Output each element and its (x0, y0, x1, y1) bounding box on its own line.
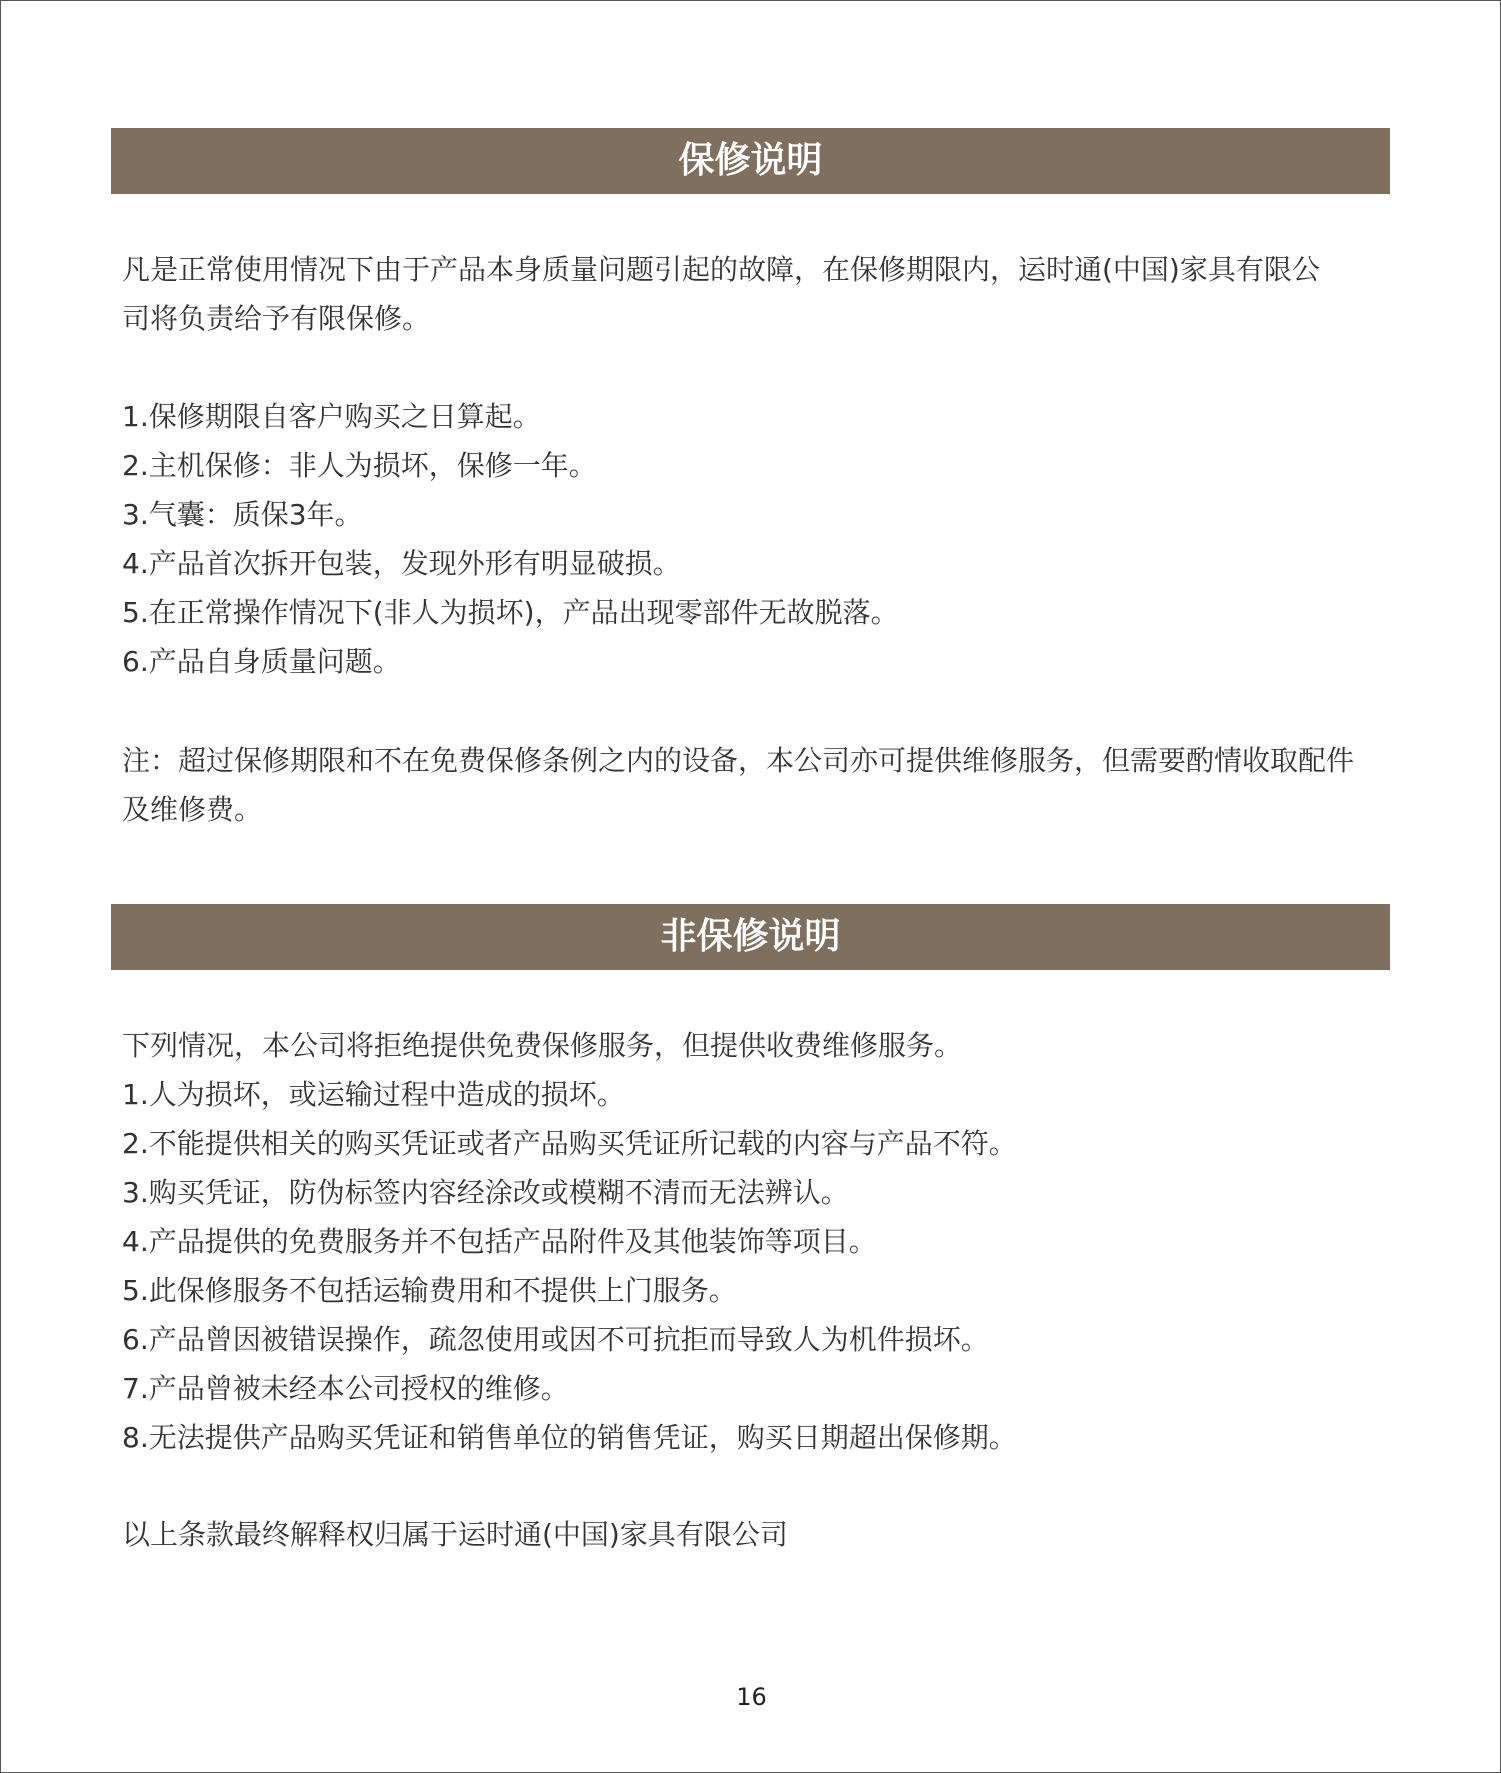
non-warranty-list-item: 7.产品曾被未经本公司授权的维修。 (122, 1372, 569, 1405)
non-warranty-list-item: 8.无法提供产品购买凭证和销售单位的销售凭证，购买日期超出保修期。 (122, 1421, 1017, 1454)
warranty-list-item: 2.主机保修：非人为损坏，保修一年。 (122, 449, 597, 482)
non-warranty-intro: 下列情况，本公司将拒绝提供免费保修服务，但提供收费维修服务。 (122, 1029, 963, 1062)
warranty-list-item: 3.气囊：质保3年。 (122, 498, 363, 531)
warranty-title-bar (111, 128, 1390, 194)
warranty-intro-line: 凡是正常使用情况下由于产品本身质量问题引起的故障，在保修期限内，运时通(中国)家具有限公 (122, 253, 1320, 286)
non-warranty-list-item: 3.购买凭证，防伪标签内容经涂改或模糊不清而无法辨认。 (122, 1176, 849, 1209)
warranty-note (122, 736, 1387, 834)
warranty-list-item: 5.在正常操作情况下(非人为损坏)，产品出现零部件无故脱落。 (122, 596, 899, 629)
warranty-list (122, 392, 1387, 686)
closing-line: 以上条款最终解释权归属于运时通(中国)家具有限公司 (122, 1518, 788, 1551)
non-warranty-list-item: 6.产品曾因被错误操作，疏忽使用或因不可抗拒而导致人为机件损坏。 (122, 1323, 989, 1356)
closing-statement (122, 1510, 1387, 1559)
warranty-title: 保修说明 (678, 140, 823, 181)
warranty-list-item: 1.保修期限自客户购买之日算起。 (122, 400, 541, 433)
warranty-list-item: 4.产品首次拆开包装，发现外形有明显破损。 (122, 547, 681, 580)
warranty-intro-line: 司将负责给予有限保修。 (122, 302, 431, 335)
non-warranty-title-bar (111, 904, 1390, 970)
warranty-intro (122, 245, 1387, 343)
non-warranty-list-item: 4.产品提供的免费服务并不包括产品附件及其他装饰等项目。 (122, 1225, 877, 1258)
warranty-note-line: 及维修费。 (122, 793, 263, 826)
non-warranty-title: 非保修说明 (660, 916, 841, 957)
non-warranty-list-item: 1.人为损坏，或运输过程中造成的损坏。 (122, 1078, 625, 1111)
warranty-note-line: 注：超过保修期限和不在免费保修条例之内的设备，本公司亦可提供维修服务，但需要酌情收取配件 (122, 744, 1355, 777)
warranty-list-item: 6.产品自身质量问题。 (122, 645, 401, 678)
non-warranty-list (122, 1021, 1387, 1462)
non-warranty-list-item: 5.此保修服务不包括运输费用和不提供上门服务。 (122, 1274, 737, 1307)
page-number: 16 (736, 1683, 767, 1711)
non-warranty-list-item: 2.不能提供相关的购买凭证或者产品购买凭证所记载的内容与产品不符。 (122, 1127, 1017, 1160)
